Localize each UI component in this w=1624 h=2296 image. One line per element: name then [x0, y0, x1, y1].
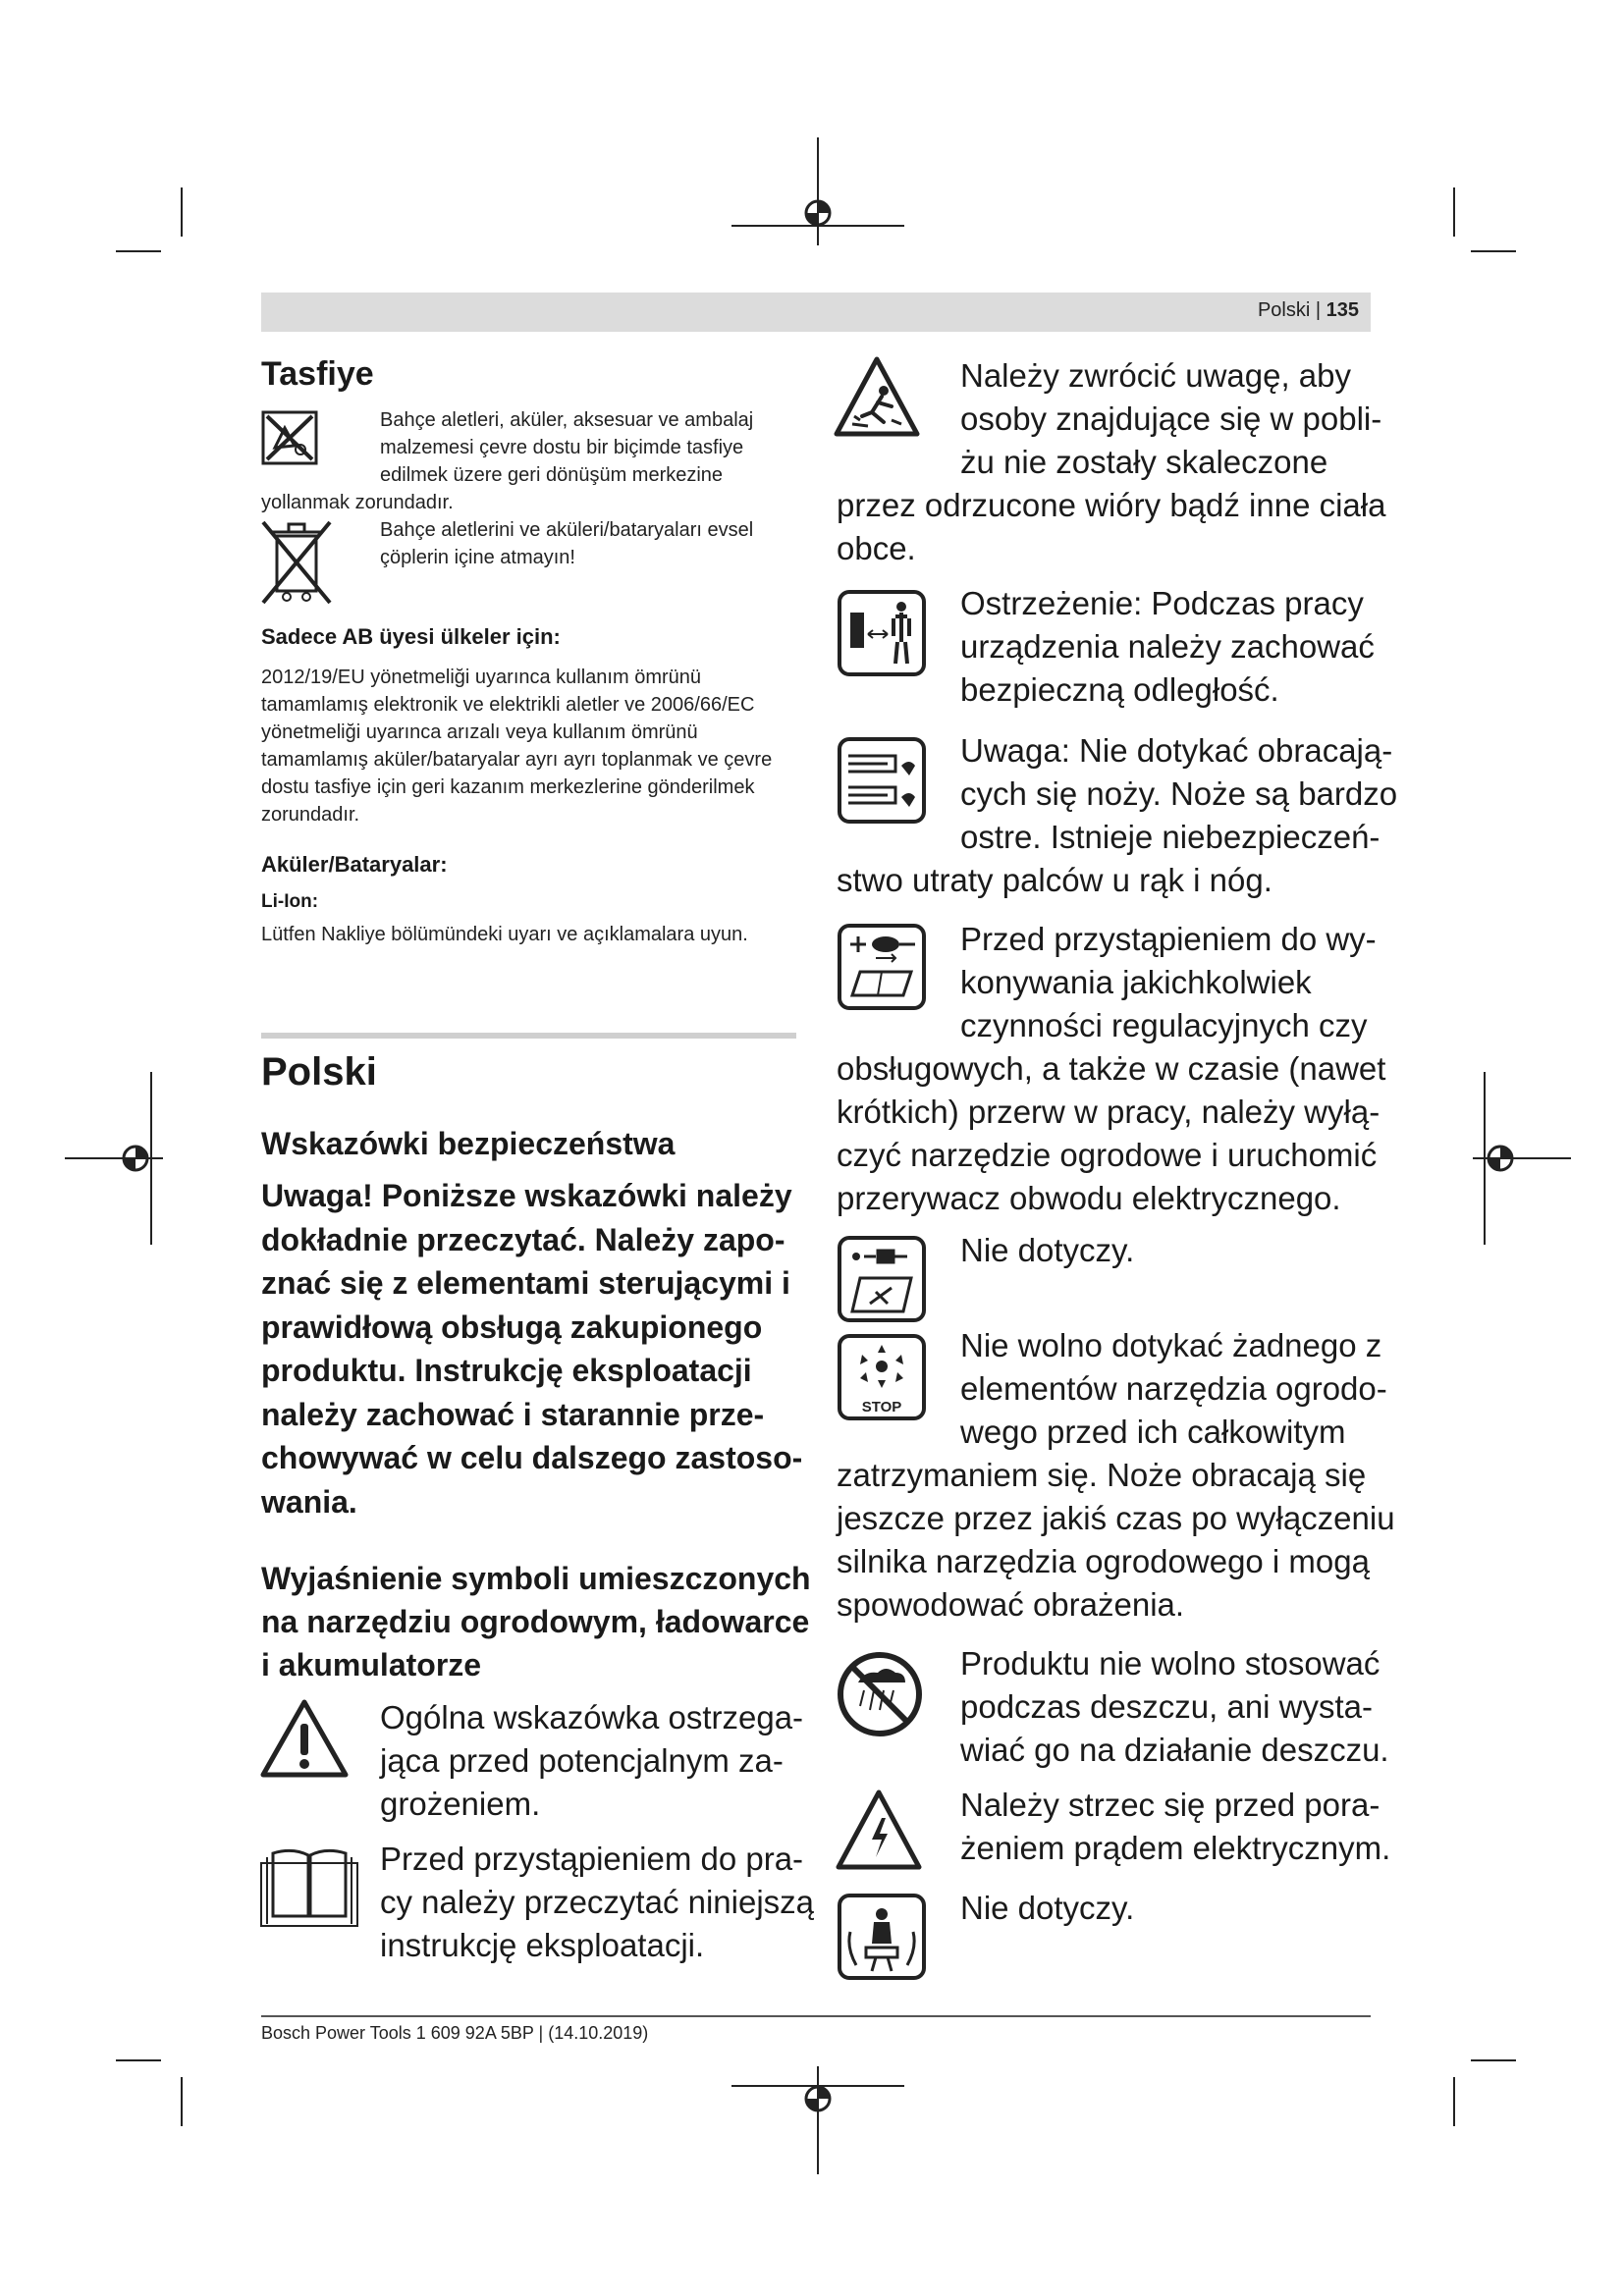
text-line: spowodować obrażenia.	[837, 1586, 1185, 1623]
symbol-stop-text-continued	[837, 1454, 1395, 1627]
text-line: elementów narzędzia ogrodo-	[960, 1370, 1387, 1407]
symbol-distance-text	[960, 582, 1375, 712]
text-line: çöplerin içine atmayın!	[380, 547, 575, 568]
section-divider	[261, 1033, 796, 1039]
text-line: grożeniem.	[380, 1786, 541, 1822]
registration-mark-icon	[731, 2066, 904, 2174]
crop-mark	[1471, 250, 1516, 252]
section-title-polski: Polski	[261, 1050, 377, 1094]
safe-distance-icon	[837, 589, 927, 677]
text-line: żeniem prądem elektrycznym.	[960, 1830, 1391, 1866]
text-line: bezpieczną odległość.	[960, 671, 1279, 708]
text-line: przez odrzucone wióry bądź inne ciała	[837, 487, 1386, 523]
text-line: na narzędziu ogrodowym, ładowarce	[261, 1604, 810, 1639]
text-line: żu nie zostały skaleczone	[960, 444, 1328, 480]
text-line: Uwaga: Nie dotykać obracają-	[960, 732, 1393, 769]
recycling-icon	[261, 410, 318, 465]
text-line: przerywacz obwodu elektrycznego.	[837, 1180, 1341, 1216]
symbol-debris-text-continued	[837, 484, 1385, 570]
warning-triangle-icon	[259, 1696, 350, 1779]
text-line: stwo utraty palców u rąk i nóg.	[837, 862, 1272, 898]
text-line: krótkich) przerw w pracy, należy wyłą-	[837, 1094, 1380, 1130]
crop-mark	[181, 2077, 183, 2126]
crop-mark	[116, 250, 161, 252]
text-line: Ostrzeżenie: Podczas pracy	[960, 585, 1364, 621]
eu-paragraph	[261, 664, 772, 828]
crop-mark	[116, 2059, 161, 2061]
header-label	[1258, 299, 1359, 322]
text-line: instrukcję eksploatacji.	[380, 1927, 705, 1963]
text-line: czynności regulacyjnych czy	[960, 1007, 1368, 1043]
text-line: yönetmeliği uyarınca arızalı veya kullanım ömrünü	[261, 721, 698, 743]
text-line: dokładnie przeczytać. Należy zapo-	[261, 1221, 785, 1257]
header-language: Polski	[1257, 299, 1311, 321]
text-line: Ogólna wskazówka ostrzega-	[380, 1699, 804, 1735]
liion-text: Lütfen Nakliye bölümündeki uyarı ve açıklamalara uyun.	[261, 924, 748, 945]
footer-rule	[261, 2015, 1371, 2017]
text-line: ostre. Istnieje niebezpieczeń-	[960, 819, 1380, 855]
text-line: silnika narzędzia ogrodowego i mogą	[837, 1543, 1370, 1579]
symbol-na-text: Nie dotyczy.	[960, 1232, 1135, 1268]
text-line: obce.	[837, 530, 916, 566]
text-line: tamamlamış aküler/bataryalar ayrı ayrı toplanmak ve çevre	[261, 749, 773, 771]
text-line: i akumulatorze	[261, 1647, 482, 1682]
text-line: zorundadır.	[261, 804, 360, 826]
symbol-read-manual-text	[380, 1838, 814, 1967]
section-title-tasfiye: Tasfiye	[261, 355, 374, 393]
text-line: jąca przed potencjalnym za-	[380, 1742, 784, 1779]
symbol-stop-text	[960, 1324, 1387, 1454]
text-line: Przed przystąpieniem do wy-	[960, 921, 1377, 957]
page-number: 135	[1326, 299, 1359, 321]
text-line: osoby znajdujące się w pobli-	[960, 400, 1382, 437]
registration-mark-icon	[65, 1072, 163, 1245]
text-line: prawidłową obsługą zakupionego	[261, 1308, 763, 1345]
operator-icon	[837, 1893, 927, 1981]
text-line: konywania jakichkolwiek	[960, 964, 1312, 1000]
text-line: Należy zwrócić uwagę, aby	[960, 357, 1351, 394]
symbol-rain-text	[960, 1642, 1389, 1772]
text-line: Bahçe aletleri, aküler, aksesuar ve ambalaj	[380, 409, 754, 431]
text-line: Uwaga! Poniższe wskazówki należy	[261, 1178, 792, 1213]
text-line: wiać go na działanie deszczu.	[960, 1732, 1389, 1768]
subsection-title-batteries: Aküler/Bataryalar:	[261, 852, 448, 877]
text-line: dostu tasfiye için geri kazanım merkezlerine gönderilmek	[261, 776, 755, 798]
tasfiye-paragraph-1	[380, 406, 753, 489]
symbol-blades-text-continued	[837, 859, 1272, 902]
text-line: Przed przystąpieniem do pra-	[380, 1841, 804, 1877]
subsection-title-liion: Li-Ion:	[261, 891, 319, 912]
no-rain-icon	[835, 1649, 925, 1739]
text-line: edilmek üzere geri dönüşüm merkezine	[380, 464, 724, 486]
text-line: wania.	[261, 1483, 357, 1520]
footer-text: Bosch Power Tools 1 609 92A 5BP | (14.10.2019)	[261, 2023, 649, 2043]
text-line: czyć narzędzie ogrodowe i uruchomić	[837, 1137, 1378, 1173]
crop-mark	[181, 187, 183, 237]
crop-mark	[1471, 2059, 1516, 2061]
text-line: 2012/19/EU yönetmeliği uyarınca kullanım ömrünü	[261, 667, 702, 688]
safety-warning-paragraph	[261, 1174, 802, 1523]
cable-manual-icon	[837, 1235, 927, 1323]
rotating-blades-icon	[837, 736, 927, 825]
tasfiye-paragraph-2	[380, 516, 753, 571]
text-line: cy należy przeczytać niniejszą	[380, 1884, 815, 1920]
text-line: urządzenia należy zachować	[960, 628, 1375, 665]
text-line: Bahçe aletlerini ve aküleri/bataryaları evsel	[380, 519, 754, 541]
text-line: Produktu nie wolno stosować	[960, 1645, 1380, 1682]
text-line: yollanmak zorundadır.	[261, 492, 454, 513]
text-line: Wyjaśnienie symboli umieszczonych	[261, 1561, 811, 1596]
symbol-blades-text	[960, 729, 1397, 859]
crossed-bin-icon	[259, 518, 334, 607]
stop-label: STOP	[861, 1399, 902, 1415]
text-line: obsługowych, a także w czasie (nawet	[837, 1050, 1386, 1087]
electric-shock-icon	[835, 1789, 923, 1873]
crop-mark	[1453, 187, 1455, 237]
text-line: Należy strzec się przed pora-	[960, 1787, 1380, 1823]
text-line: chowywać w celu dalszego zastoso-	[261, 1440, 803, 1475]
text-line: podczas deszczu, ani wysta-	[960, 1688, 1374, 1725]
text-line: cych się noży. Noże są bardzo	[960, 775, 1398, 812]
header-separator: |	[1315, 299, 1322, 321]
subsection-title-symbols	[261, 1557, 811, 1686]
text-line: produktu. Instrukcję eksploatacji	[261, 1353, 752, 1388]
symbol-unplug-text	[960, 918, 1377, 1047]
text-line: wego przed ich całkowitym	[960, 1414, 1346, 1450]
text-line: Nie wolno dotykać żadnego z	[960, 1327, 1382, 1363]
symbol-general-warning-text	[380, 1696, 803, 1826]
text-line: tamamlamış elektronik ve elektrikli aletler ve 2006/66/EC	[261, 694, 755, 716]
read-manual-icon	[259, 1842, 359, 1930]
subsection-title-safety: Wskazówki bezpieczeństwa	[261, 1126, 676, 1161]
flying-debris-icon	[833, 355, 921, 440]
stop-rotation-icon	[837, 1333, 927, 1421]
text-line: należy zachować i starannie prze-	[261, 1396, 765, 1432]
text-line: malzemesi çevre dostu bir biçimde tasfiye	[380, 437, 744, 458]
symbol-debris-text	[960, 354, 1381, 484]
text-line: znać się z elementami sterującymi i	[261, 1265, 790, 1301]
symbol-shock-text	[960, 1784, 1390, 1870]
text-line: zatrzymaniem się. Noże obracają się	[837, 1457, 1367, 1493]
symbol-na-text: Nie dotyczy.	[960, 1890, 1135, 1926]
registration-mark-icon	[1473, 1072, 1571, 1245]
symbol-unplug-text-continued	[837, 1047, 1385, 1220]
subsection-title-eu: Sadece AB üyesi ülkeler için:	[261, 624, 561, 649]
unplug-manual-icon	[837, 923, 927, 1011]
page-header	[261, 293, 1371, 332]
registration-mark-icon	[731, 137, 904, 245]
crop-mark	[1453, 2077, 1455, 2126]
text-line: jeszcze przez jakiś czas po wyłączeniu	[837, 1500, 1395, 1536]
